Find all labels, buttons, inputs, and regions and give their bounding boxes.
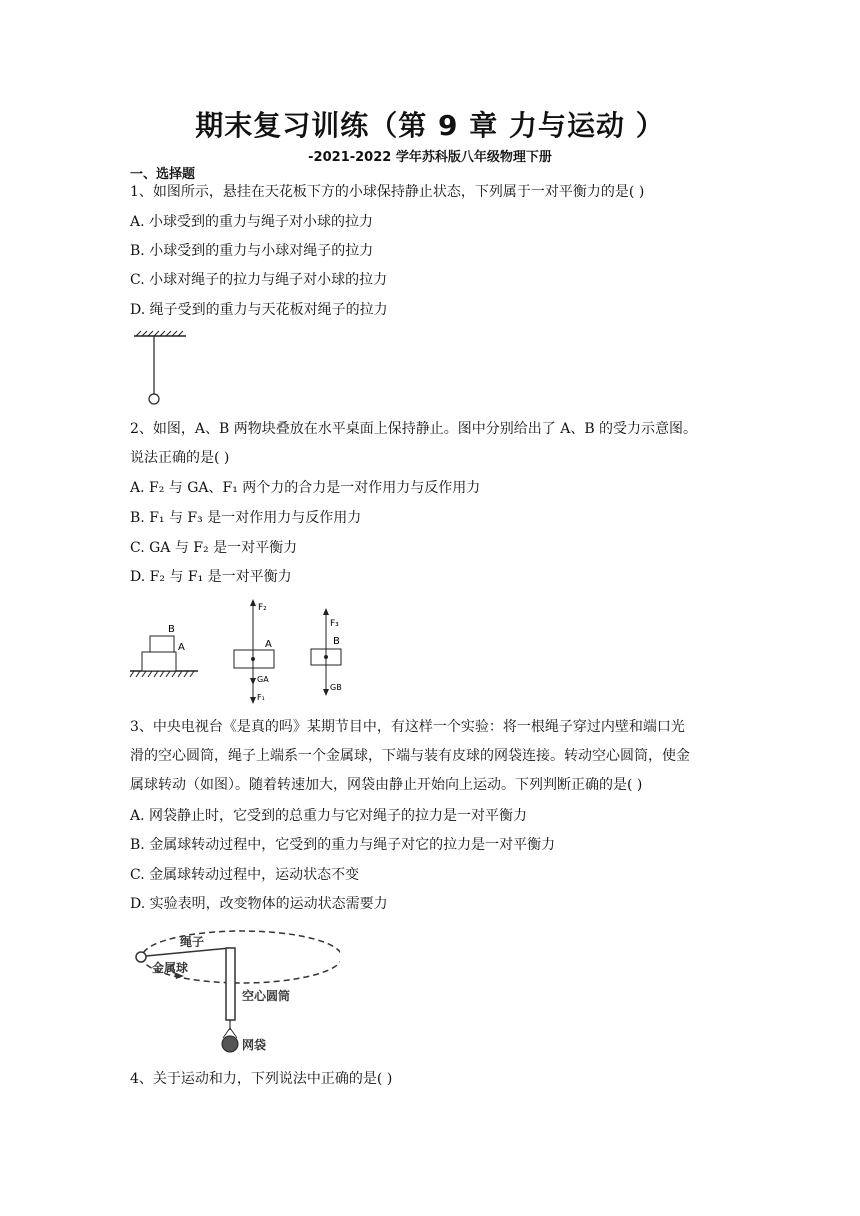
section-heading: 一、选择题 xyxy=(130,167,196,182)
q2-option-a: A. F₂ 与 GA、F₁ 两个力的合力是一对作用力与反作用力 xyxy=(130,480,481,496)
q2-option-b: B. F₁ 与 F₃ 是一对作用力与反作用力 xyxy=(130,510,362,526)
block-b-force-diagram xyxy=(311,608,342,696)
rope-top xyxy=(146,948,230,956)
rope-label: 绳子 xyxy=(180,935,205,949)
rotation-path xyxy=(142,931,340,983)
f1-label: F₁ xyxy=(257,693,265,702)
q1-option-b: B. 小球受到的重力与小球对绳子的拉力 xyxy=(130,243,374,259)
q2-figure xyxy=(128,596,358,706)
q3-figure xyxy=(130,924,340,1059)
q3-option-a: A. 网袋静止时，它受到的总重力与它对绳子的拉力是一对平衡力 xyxy=(130,808,528,824)
q3-option-d: D. 实验表明，改变物体的运动状态需要力 xyxy=(130,896,388,912)
ga-label: GA xyxy=(257,675,269,684)
net-bag-ball xyxy=(222,1036,238,1052)
q1-option-a: A. 小球受到的重力与绳子对小球的拉力 xyxy=(130,214,374,230)
f3-label: F₃ xyxy=(330,619,339,629)
block-a-label: A xyxy=(178,642,185,653)
q3-option-b: B. 金属球转动过程中，它受到的重力与绳子对它的拉力是一对平衡力 xyxy=(130,837,556,853)
metal-ball xyxy=(136,952,146,962)
metal-ball-label: 金属球 xyxy=(152,961,189,975)
net-bag-label: 网袋 xyxy=(242,1038,267,1052)
q1-option-c: C. 小球对绳子的拉力与绳子对小球的拉力 xyxy=(130,272,388,288)
q2-stem-line1: 2、如图，A、B 两物块叠放在水平桌面上保持静止。图中分别给出了 A、B 的受力示意图。 xyxy=(130,421,698,437)
f2-label: F₂ xyxy=(258,603,267,613)
q2-option-d: D. F₂ 与 F₁ 是一对平衡力 xyxy=(130,569,292,585)
block-b-label: B xyxy=(168,624,175,635)
gb-label: GB xyxy=(330,683,342,692)
q3-stem-line1: 3、中央电视台《是真的吗》某期节目中，有这样一个实验：将一根绳子穿过内壁和端口光 xyxy=(130,719,685,735)
stacked-blocks xyxy=(130,624,198,677)
q1-option-d: D. 绳子受到的重力与天花板对绳子的拉力 xyxy=(130,302,388,318)
b-label: B xyxy=(333,636,340,647)
q4-stem: 4、关于运动和力，下列说法中正确的是( ) xyxy=(130,1071,393,1087)
q3-option-c: C. 金属球转动过程中，运动状态不变 xyxy=(130,867,360,883)
q1-stem: 1、如图所示，悬挂在天花板下方的小球保持静止状态，下列属于一对平衡力的是( ) xyxy=(130,184,645,200)
q3-stem-line2: 滑的空心圆筒，绳子上端系一个金属球，下端与装有皮球的网袋连接。转动空心圆筒，使金 xyxy=(130,748,690,764)
page-title: 期末复习训练（第 9 章 力与运动 ） xyxy=(195,109,665,142)
q1-figure xyxy=(130,330,190,410)
page-subtitle: -2021-2022 学年苏科版八年级物理下册 xyxy=(308,150,552,165)
q2-stem-line2: 说法正确的是( ) xyxy=(130,450,230,466)
hollow-tube xyxy=(226,948,235,1020)
q2-option-c: C. GA 与 F₂ 是一对平衡力 xyxy=(130,540,298,556)
q3-stem-line3: 属球转动（如图）。随着转速加大，网袋由静止开始向上运动。下列判断正确的是( ) xyxy=(130,777,643,793)
tube-label: 空心圆筒 xyxy=(242,989,291,1003)
ball-circle xyxy=(149,394,159,404)
block-a-force-diagram xyxy=(234,599,274,704)
a-label: A xyxy=(265,639,272,650)
